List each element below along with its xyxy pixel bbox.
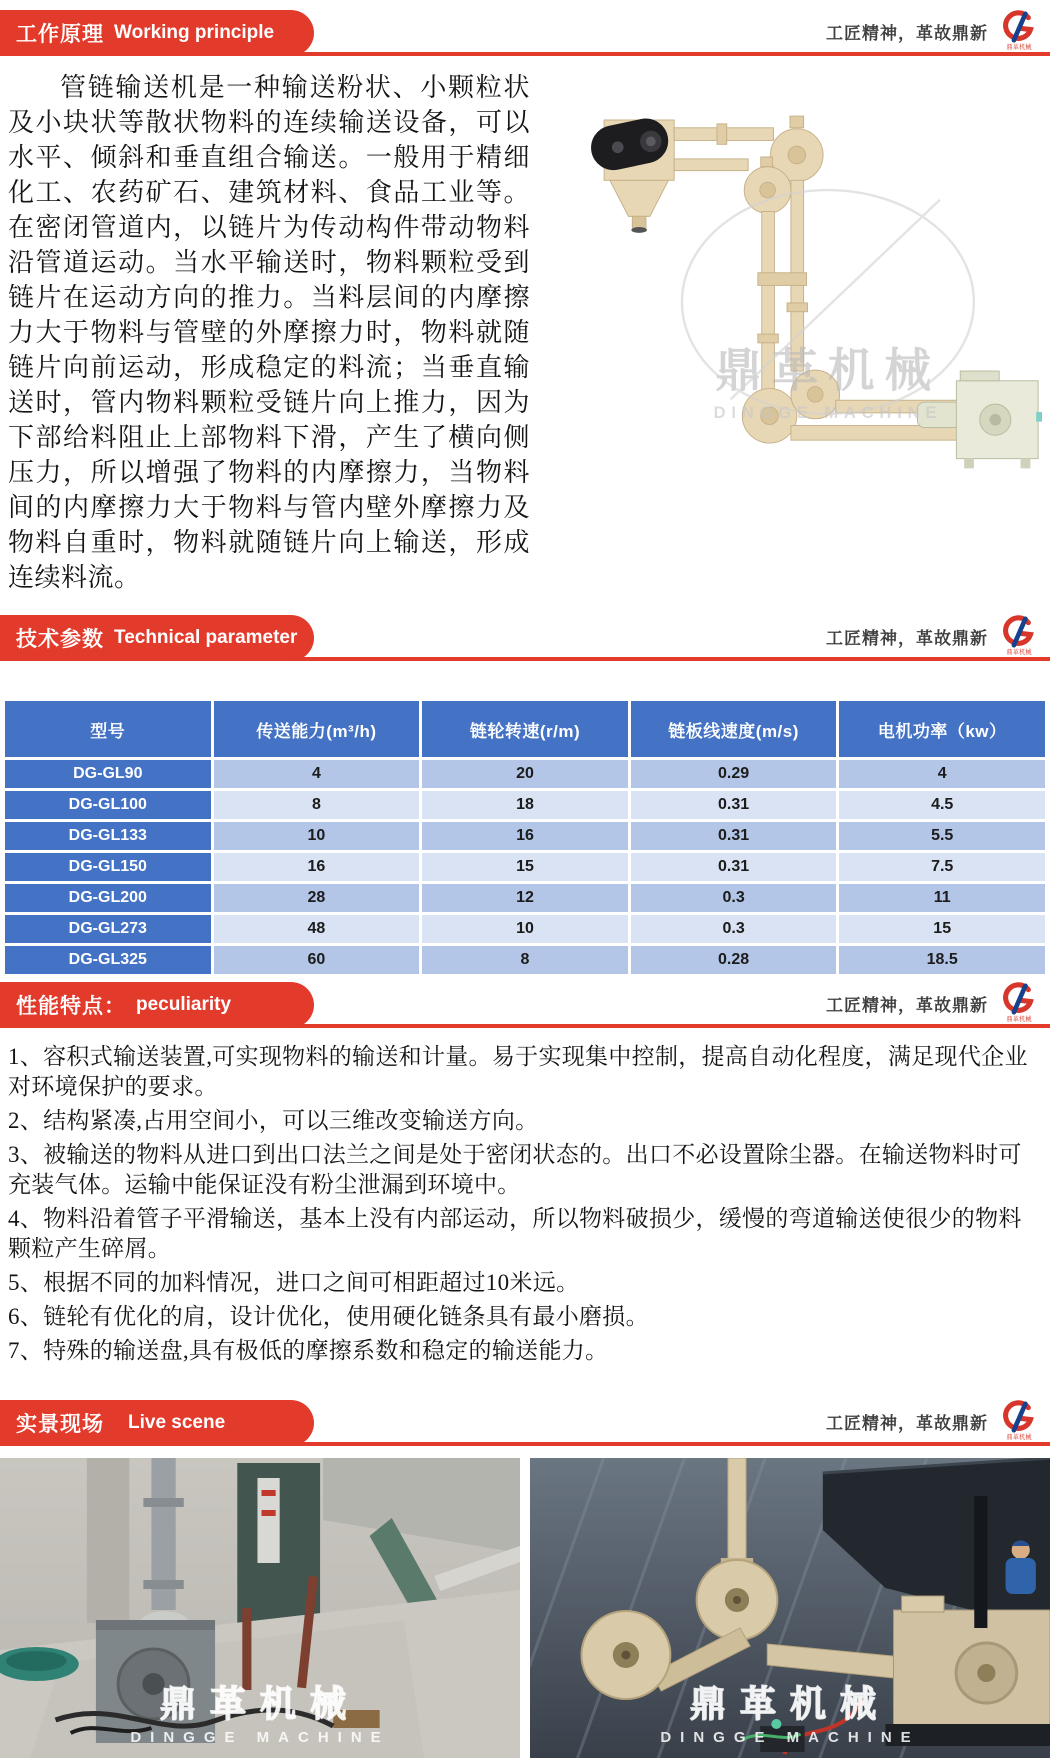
working-principle-section xyxy=(0,56,1050,595)
technical-parameter-table xyxy=(5,701,1045,974)
photo-watermark-cn: 鼎革机械 xyxy=(159,1684,360,1724)
logo-caption: 鼎革机械 xyxy=(1006,1434,1032,1441)
brand-slogan: 工匠精神，革故鼎新 xyxy=(826,995,988,1015)
section-title-en: Technical parameter xyxy=(114,627,298,648)
section-title-cn: 性能特点： xyxy=(16,995,126,1018)
model-cell: DG-GL150 xyxy=(5,853,211,881)
table-header-cell: 电机功率（kw） xyxy=(839,701,1045,757)
value-cell: 0.29 xyxy=(631,760,837,788)
tube-chain-conveyor-diagram xyxy=(536,70,1042,495)
diagram-watermark-cn: 鼎革机械 xyxy=(715,344,941,397)
model-cell: DG-GL325 xyxy=(5,946,211,974)
value-cell: 4 xyxy=(214,760,420,788)
brand-logo xyxy=(998,982,1040,1024)
brand-logo xyxy=(998,10,1040,52)
value-cell: 15 xyxy=(839,915,1045,943)
section-title-cn: 工作原理 xyxy=(16,23,104,46)
live-scene-photos xyxy=(0,1458,1050,1758)
feature-list xyxy=(0,1028,1050,1366)
banner-title-pill xyxy=(0,615,314,661)
value-cell: 0.31 xyxy=(631,853,837,881)
value-cell: 10 xyxy=(422,915,628,943)
section-title-cn: 实景现场 xyxy=(16,1413,104,1436)
section-banner-working-principle xyxy=(0,10,1050,56)
value-cell: 4.5 xyxy=(839,791,1045,819)
logo-caption: 鼎革机械 xyxy=(1006,649,1032,656)
value-cell: 18.5 xyxy=(839,946,1045,974)
table-header-cell: 型号 xyxy=(5,701,211,757)
feature-item: 5、根据不同的加料情况，进口之间可相距超过10米远。 xyxy=(8,1270,580,1295)
value-cell: 16 xyxy=(422,822,628,850)
value-cell: 0.3 xyxy=(631,884,837,912)
table-header-row xyxy=(5,701,1045,757)
feature-item: 2、结构紧凑,占用空间小，可以三维改变输送方向。 xyxy=(8,1108,539,1133)
value-cell: 28 xyxy=(214,884,420,912)
logo-gd-icon xyxy=(1002,10,1036,44)
brand-slogan: 工匠精神，革故鼎新 xyxy=(826,1413,988,1433)
value-cell: 20 xyxy=(422,760,628,788)
value-cell: 8 xyxy=(422,946,628,974)
banner-brand-area xyxy=(826,615,1040,657)
logo-caption: 鼎革机械 xyxy=(1006,1016,1032,1023)
value-cell: 15 xyxy=(422,853,628,881)
table-row xyxy=(5,853,1045,881)
section-title-cn: 技术参数 xyxy=(16,628,104,651)
table-row xyxy=(5,822,1045,850)
table-row xyxy=(5,760,1045,788)
banner-title-pill xyxy=(0,1400,314,1446)
feature-item: 3、被输送的物料从进口到出口法兰之间是处于密闭状态的。出口不必设置除尘器。在输送物料时可充装气体。运输中能保证没有粉尘泄漏到环境中。 xyxy=(8,1142,1022,1197)
banner-brand-area xyxy=(826,10,1040,52)
model-cell: DG-GL133 xyxy=(5,822,211,850)
value-cell: 0.31 xyxy=(631,822,837,850)
section-title-en: Live scene xyxy=(128,1412,226,1433)
table-row xyxy=(5,946,1045,974)
photo-watermark-en: DINGGE MACHINE xyxy=(660,1729,920,1746)
feature-item: 4、物料沿着管子平滑输送，基本上没有内部运动，所以物料破损少，缓慢的弯道输送使很少的物料颗粒产生碎屑。 xyxy=(8,1206,1022,1261)
banner-brand-area xyxy=(826,1400,1040,1442)
table-header-cell: 传送能力(m³/h) xyxy=(214,701,420,757)
value-cell: 60 xyxy=(214,946,420,974)
value-cell: 7.5 xyxy=(839,853,1045,881)
logo-caption: 鼎革机械 xyxy=(1006,44,1032,51)
table-body xyxy=(5,760,1045,974)
model-cell: DG-GL90 xyxy=(5,760,211,788)
value-cell: 0.3 xyxy=(631,915,837,943)
logo-gd-icon xyxy=(1002,982,1036,1016)
model-cell: DG-GL273 xyxy=(5,915,211,943)
model-cell: DG-GL100 xyxy=(5,791,211,819)
banner-brand-area xyxy=(826,982,1040,1024)
product-figure xyxy=(530,70,1042,595)
section-title-en: Working principle xyxy=(114,22,275,43)
value-cell: 18 xyxy=(422,791,628,819)
brand-logo xyxy=(998,1400,1040,1442)
value-cell: 0.28 xyxy=(631,946,837,974)
value-cell: 4 xyxy=(839,760,1045,788)
brand-slogan: 工匠精神，革故鼎新 xyxy=(826,628,988,648)
value-cell: 0.31 xyxy=(631,791,837,819)
value-cell: 8 xyxy=(214,791,420,819)
table-row xyxy=(5,791,1045,819)
working-principle-paragraph: 管链输送机是一种输送粉状、小颗粒状及小块状等散状物料的连续输送设备，可以水平、倾斜和垂直组合输送。一般用于精细化工、农药矿石、建筑材料、食品工业等。在密闭管道内，以链片为传动构件带动物料沿管道运动。当水平输送时，物料颗粒受到链片在运动方向的推力。当料层间的内摩擦力大于物料与管壁的外摩擦力时，物料就随链片向前运动，形成稳定的料流；当垂直输送时，管内物料颗粒受链片向上推力，因为下部给料阻止上部物料下滑，产生了横向侧压力，所以增强了物料的内摩擦力，当物料间的内摩擦力大于物料与管内壁外摩擦力及物料自重时，物料就随链片向上输送，形成连续料流。 xyxy=(8,73,530,592)
banner-title-pill xyxy=(0,982,314,1028)
feature-item: 1、容积式输送装置,可实现物料的输送和计量。易于实现集中控制，提高自动化程度，满足现代企业对环境保护的要求。 xyxy=(8,1044,1028,1099)
section-banner-technical-parameter xyxy=(0,615,1050,661)
logo-gd-icon xyxy=(1002,615,1036,649)
brand-slogan: 工匠精神，革故鼎新 xyxy=(826,23,988,43)
model-cell: DG-GL200 xyxy=(5,884,211,912)
table-header-cell: 链板线速度(m/s) xyxy=(631,701,837,757)
factory-photo-right xyxy=(530,1458,1050,1758)
value-cell: 10 xyxy=(214,822,420,850)
table-row xyxy=(5,884,1045,912)
table-header-cell: 链轮转速(r/m) xyxy=(422,701,628,757)
banner-title-pill xyxy=(0,10,314,56)
value-cell: 48 xyxy=(214,915,420,943)
table-row xyxy=(5,915,1045,943)
feature-item: 6、链轮有优化的肩，设计优化，使用硬化链条具有最小磨损。 xyxy=(8,1304,649,1329)
brand-logo xyxy=(998,615,1040,657)
logo-gd-icon xyxy=(1002,1400,1036,1434)
section-title-en: peculiarity xyxy=(136,994,232,1015)
photo-watermark-cn: 鼎革机械 xyxy=(689,1684,890,1724)
section-banner-live-scene xyxy=(0,1400,1050,1446)
feature-item: 7、特殊的输送盘,具有极低的摩擦系数和稳定的输送能力。 xyxy=(8,1338,609,1363)
live-photo-left xyxy=(0,1458,520,1758)
value-cell: 5.5 xyxy=(839,822,1045,850)
section-banner-peculiarity xyxy=(0,982,1050,1028)
value-cell: 16 xyxy=(214,853,420,881)
value-cell: 12 xyxy=(422,884,628,912)
diagram-watermark-en: DINGGE MACHINE xyxy=(713,402,943,422)
value-cell: 11 xyxy=(839,884,1045,912)
factory-photo-left xyxy=(0,1458,520,1758)
photo-watermark-en: DINGGE MACHINE xyxy=(130,1729,390,1746)
live-photo-right xyxy=(530,1458,1050,1758)
